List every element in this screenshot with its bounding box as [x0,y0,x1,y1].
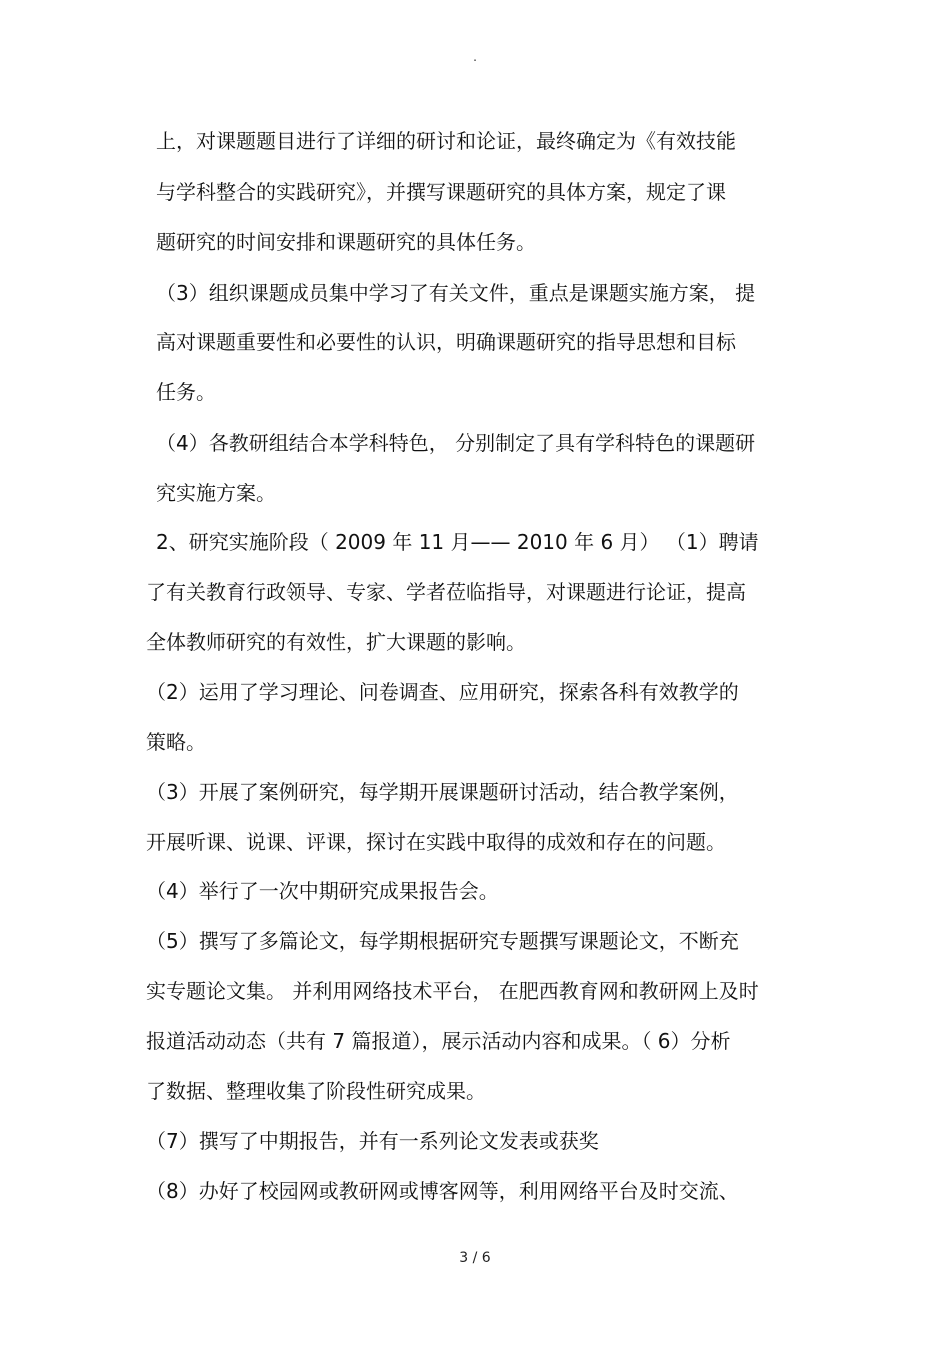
text-line: 上，对课题题目进行了详细的研讨和论证，最终确定为《有效技能 [156,129,736,153]
text-line: （2）运用了学习理论、问卷调查、应用研究，探索各科有效教学的 [146,680,739,704]
text-line: （3）开展了案例研究，每学期开展课题研讨活动，结合教学案例， [146,780,739,804]
header-mark: . [473,50,477,64]
text-line: （7）撰写了中期报告，并有一系列论文发表或获奖 [146,1129,599,1153]
text-line: 了数据、整理收集了阶段性研究成果。 [146,1079,486,1103]
text-line: 实专题论文集。 并利用网络技术平台， 在肥西教育网和教研网上及时 [146,979,759,1003]
text-line: 2、研究实施阶段（ 2009 年 11 月—— 2010 年 6 月） （1）聘请 [156,530,759,554]
text-line: 全体教师研究的有效性，扩大课题的影响。 [146,630,526,654]
text-line: 开展听课、说课、评课，探讨在实践中取得的成效和存在的问题。 [146,830,726,854]
text-line: 究实施方案。 [156,481,276,505]
text-line: 了有关教育行政领导、专家、学者莅临指导，对课题进行论证，提高 [146,580,746,604]
text-line: 与学科整合的实践研究》，并撰写课题研究的具体方案，规定了课 [156,180,726,204]
text-line: （4）各教研组结合本学科特色， 分别制定了具有学科特色的课题研 [156,431,756,455]
text-line: 题研究的时间安排和课题研究的具体任务。 [156,230,536,254]
text-line: （4）举行了一次中期研究成果报告会。 [146,879,499,903]
text-line: 高对课题重要性和必要性的认识，明确课题研究的指导思想和目标 [156,330,736,354]
text-line: 任务。 [156,380,216,404]
text-line: （5）撰写了多篇论文，每学期根据研究专题撰写课题论文，不断充 [146,929,739,953]
page-number: 3 / 6 [459,1250,491,1266]
text-line: （8）办好了校园网或教研网或博客网等，利用网络平台及时交流、 [146,1179,739,1203]
text-line: 报道活动动态（共有 7 篇报道），展示活动内容和成果。（ 6）分析 [146,1029,731,1053]
text-line: 策略。 [146,730,206,754]
text-line: （3）组织课题成员集中学习了有关文件，重点是课题实施方案， 提 [156,281,756,305]
